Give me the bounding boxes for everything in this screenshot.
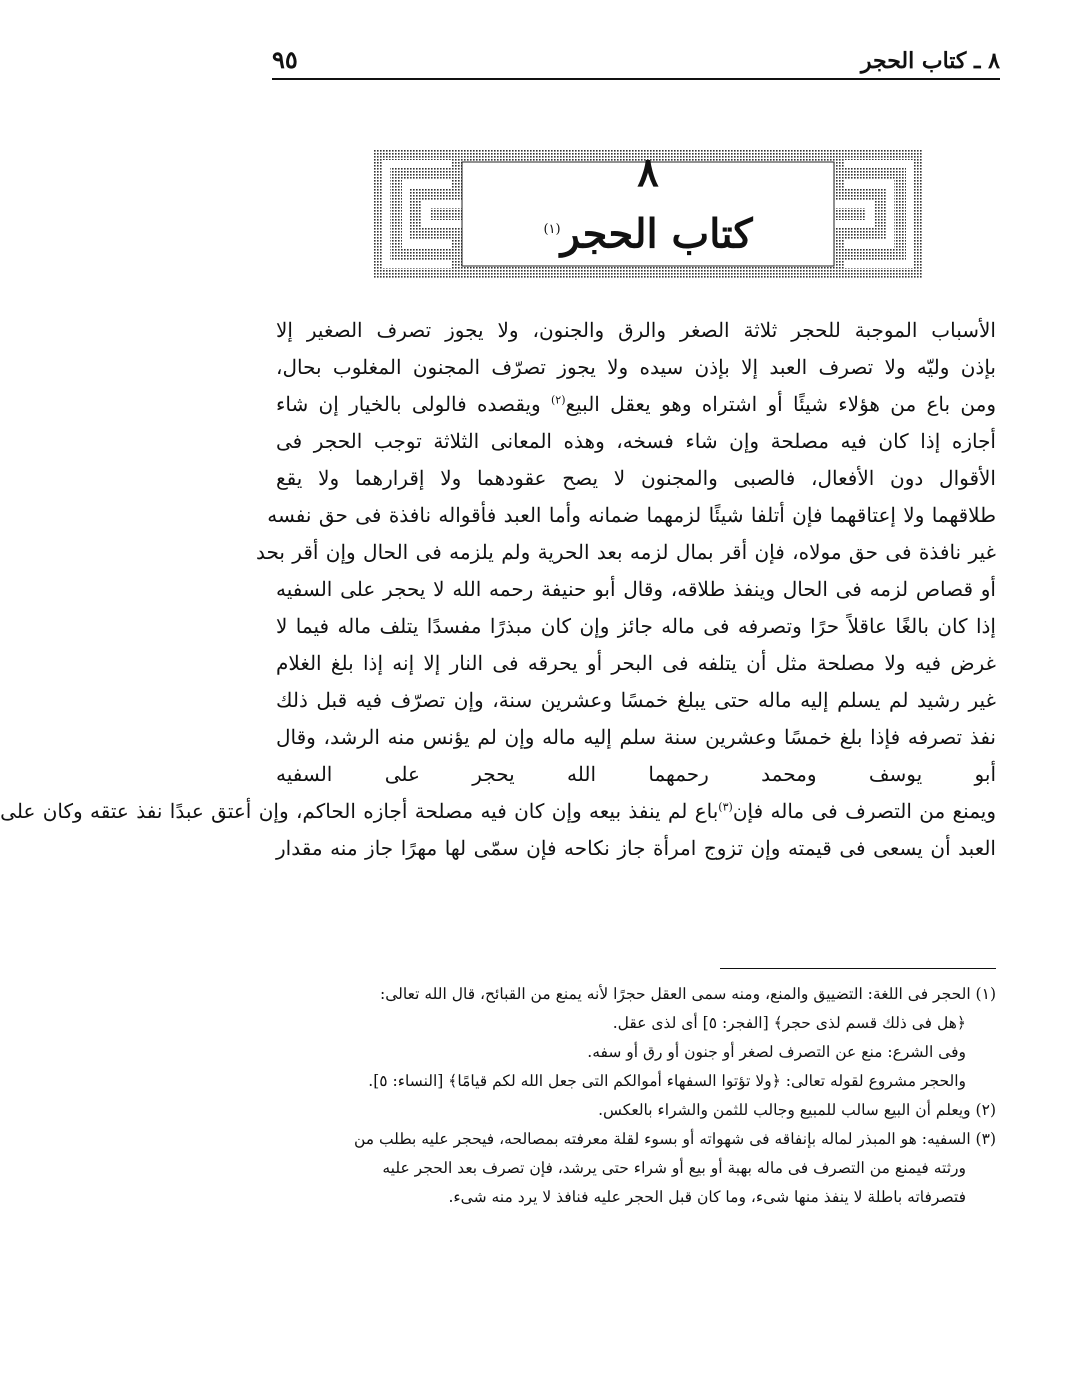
running-header xyxy=(272,38,1000,74)
body-line: غير رشيد لم يسلم إليه ماله حتى يبلغ خمسًا وعشرين سنة، وإن تصرّف فيه قبل ذلك xyxy=(276,688,996,712)
body-line: غرض فيه ولا مصلحة مثل أن يتلفه فى البحر أو يحرقه فى النار إلا إنه إذا بلغ الغلام xyxy=(276,651,996,675)
footnote-line: فتصرفاته باطلة لا ينفذ منها شىء، وما كان قبل الحجر عليه فنافذ لا يرد منه شىء. xyxy=(448,1188,966,1206)
footnote-line: (٣) السفيه: هو المبذر لماله بإنفاقه فى شهواته أو بسوء لقلة معرفته بمصالحه، فيحجر عليه بطلب من xyxy=(353,1130,996,1148)
footnote-line: ﴿هل فى ذلك قسم لذى حجر﴾ [الفجر: ٥] أى لذى عقل. xyxy=(612,1014,966,1032)
footnote-rule xyxy=(720,968,996,969)
body-line: إذا كان بالغًا عاقلاً حرًا وتصرفه فى ماله جائز وإن كان مبذرًا مفسدًا يتلف ماله فيما لا xyxy=(276,614,996,638)
footnote-ref: (٢) xyxy=(550,393,566,407)
body-line: أجازه إذا كان فيه مصلحة وإن شاء فسخه، وهذه المعانى الثلاثة توجب الحجر فى xyxy=(276,429,996,453)
body-line-part: ويمنع من التصرف فى ماله فإن xyxy=(732,799,996,823)
footnote-line: ورثته فيمنع من التصرف فى ماله بهبة أو بيع أو شراء حتى يرشد، فإن تصرف بعد الحجر عليه xyxy=(382,1159,966,1177)
chapter-title-text: كتاب الحجر xyxy=(560,210,753,258)
body-line xyxy=(0,793,996,830)
footnote-line: وفى الشرع: منع عن التصرف لصغر أو جنون أو رق أو سفه. xyxy=(587,1043,966,1061)
body-line xyxy=(276,386,996,423)
body-line-part: باع لم ينفذ بيعه وإن كان فيه مصلحة أجازه الحاكم، وإن أعتق عبدًا نفذ عتقه وكان على xyxy=(0,799,719,823)
header-rule xyxy=(272,78,1000,80)
body-text xyxy=(0,312,996,904)
body-line: الأقوال دون الأفعال، فالصبى والمجنون لا يصح عقودهما ولا إقرارهما ولا يقع xyxy=(276,466,996,490)
body-line-part: ومن باع من هؤلاء شيئًا أو اشتراه وهو يعقل البيع xyxy=(565,392,996,416)
footnote-line: (٢) ويعلم أن البيع سالب للمبيع وجالب للثمن والشراء بالعكس. xyxy=(598,1101,996,1119)
body-line: أبو يوسف ومحمد رحمهما الله يحجر على السفيه xyxy=(276,762,996,786)
body-line: نفذ تصرفه فإذا بلغ خمسًا وعشرين سنة سلم إليه ماله وإن لم يؤنس منه الرشد، وقال xyxy=(276,725,996,749)
body-line: غير نافذة فى حق مولاه، فإن أقر بمال لزمه بعد الحرية ولم يلزمه فى الحال وإن أقر بحد xyxy=(255,540,996,564)
chapter-title xyxy=(374,200,922,264)
footnote-ref: (٣) xyxy=(718,800,733,814)
chapter-number: ٨ xyxy=(637,149,659,196)
body-line xyxy=(276,867,996,904)
body-line-part: ويقصده فالولى بالخيار إن شاء xyxy=(276,392,551,416)
body-line: العبد أن يسعى فى قيمته وإن تزوج امرأة جاز نكاحه فإن سمّى لها مهرًا جاز منه مقدار xyxy=(276,836,996,860)
footnote-line: (١) الحجر فى اللغة: التضييق والمنع، ومنه سمى العقل حجرًا لأنه يمنع من القبائح، قال الله تعالى: xyxy=(380,985,996,1003)
body-line: بإذن وليّه ولا تصرف العبد إلا بإذن سيده ولا يجوز تصرّف المجنون المغلوب بحال، xyxy=(276,355,996,379)
body-line: الأسباب الموجبة للحجر ثلاثة الصغر والرق والجنون، ولا يجوز تصرف الصغير إلا xyxy=(276,318,996,342)
page-number: ٩٥ xyxy=(272,45,298,74)
running-title: ٨ ـ كتاب الحجر xyxy=(860,48,1000,74)
chapter-ornament xyxy=(374,150,922,278)
footnotes xyxy=(276,980,996,1212)
body-line: أو قصاص لزمه فى الحال وينفذ طلاقه، وقال أبو حنيفة رحمه الله لا يحجر على السفيه xyxy=(276,577,996,601)
body-line: طلاقهما ولا إعتاقهما فإن أتلفا شيئًا لزمهما ضمانه وأما العبد فأقواله نافذة فى حق نفسه xyxy=(267,503,996,527)
footnote-line: والحجر مشروع لقوله تعالى: ﴿ولا تؤتوا السفهاء أموالكم التى جعل الله لكم قيامًا﴾ [النساء: ٥]. xyxy=(368,1072,966,1090)
chapter-footnote-ref: (١) xyxy=(543,222,561,237)
